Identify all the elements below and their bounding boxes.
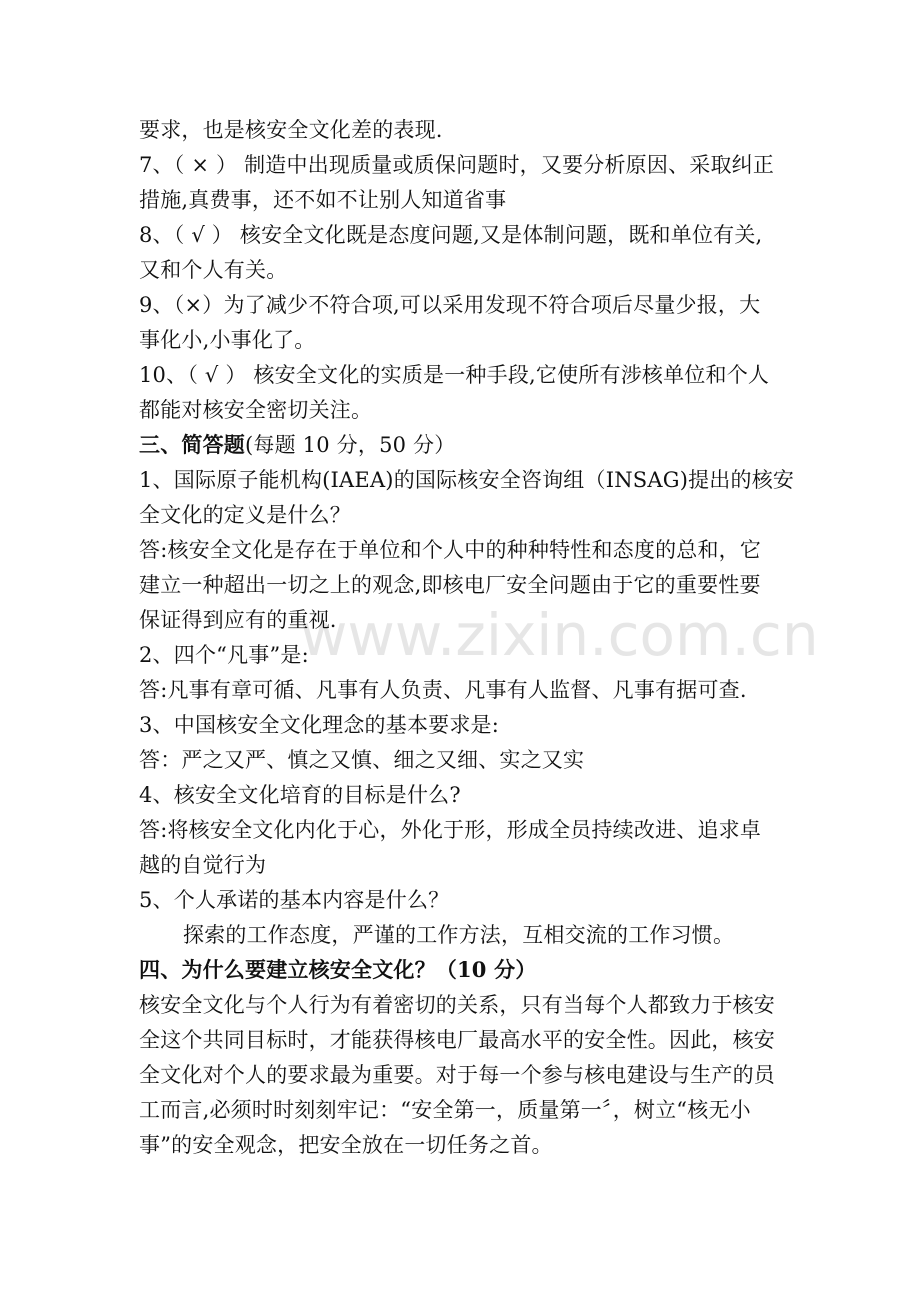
text-line: 措施,真费事，还不如不让别人知道省事 (139, 188, 507, 212)
text-line: 又和个人有关。 (139, 258, 288, 282)
text-line: 建立一种超出一切之上的观念,即核电厂安全问题由于它的重要性要 (139, 573, 761, 597)
question-3: 3、中国核安全文化理念的基本要求是: (139, 713, 500, 737)
answer-2: 答:凡事有章可循、凡事有人负责、凡事有人监督、凡事有据可查. (139, 678, 747, 702)
text-line: 全文化的定义是什么？ (139, 503, 351, 527)
question-4: 4、核安全文化培育的目标是什么? (139, 783, 461, 807)
section-heading-3 (139, 428, 455, 462)
question-5: 5、个人承诺的基本内容是什么？ (139, 888, 450, 912)
section-heading-4: 四、为什么要建立核安全文化？（10 分） (139, 957, 537, 982)
text-line: 要求，也是核安全文化差的表现. (139, 118, 443, 142)
text-line: 事化小,小事化了。 (139, 328, 316, 352)
answer-1: 答:核安全文化是存在于单位和个人中的种种特性和态度的总和，它 (139, 538, 762, 562)
judgement-item-8: 8、（ √ ） 核安全文化既是态度问题,又是体制问题，既和单位有关, (139, 223, 763, 247)
judgement-item-7: 7、（ × ） 制造中出现质量或质保问题时，又要分析原因、采取纠正 (139, 153, 775, 177)
question-2: 2、四个“凡事”是: (139, 643, 309, 667)
paragraph-line: 全这个共同目标时，才能获得核电厂最高水平的安全性。因此，核安 (139, 1028, 775, 1052)
paragraph-line: 核安全文化与个人行为有着密切的关系，只有当每个人都致力于核安 (139, 993, 775, 1017)
text-line: 越的自觉行为 (139, 853, 267, 877)
paragraph-line: 工而言,必须时时刻刻牢记：“安全第一，质量第一〞，树立“核无小 (139, 1098, 751, 1122)
answer-4: 答:将核安全文化内化于心，外化于形，形成全员持续改进、追求卓 (139, 818, 762, 842)
paragraph-line: 事”的安全观念，把安全放在一切任务之首。 (139, 1133, 553, 1157)
judgement-item-10: 10、（ √ ） 核安全文化的实质是一种手段,它使所有涉核单位和个人 (139, 363, 770, 387)
section-3-title: 三、简答题 (139, 432, 245, 457)
answer-5: 探索的工作态度，严谨的工作方法，互相交流的工作习惯。 (183, 923, 735, 947)
answer-3: 答：严之又严、慎之又慎、细之又细、实之又实 (139, 748, 585, 772)
judgement-item-9: 9、（×）为了减少不符合项,可以采用发现不符合项后尽量少报，大 (139, 293, 761, 317)
section-3-score: (每题 10 分，50 分） (245, 433, 456, 457)
watermark: www.zixin.com.cn (300, 601, 819, 669)
text-line: 都能对核安全密切关注。 (139, 398, 373, 422)
question-1: 1、国际原子能机构(IAEA)的国际核安全咨询组（INSAG)提出的核安 (139, 468, 795, 492)
text-line: 保证得到应有的重视. (139, 608, 337, 632)
paragraph-line: 全文化对个人的要求最为重要。对于每一个参与核电建设与生产的员 (139, 1063, 775, 1087)
